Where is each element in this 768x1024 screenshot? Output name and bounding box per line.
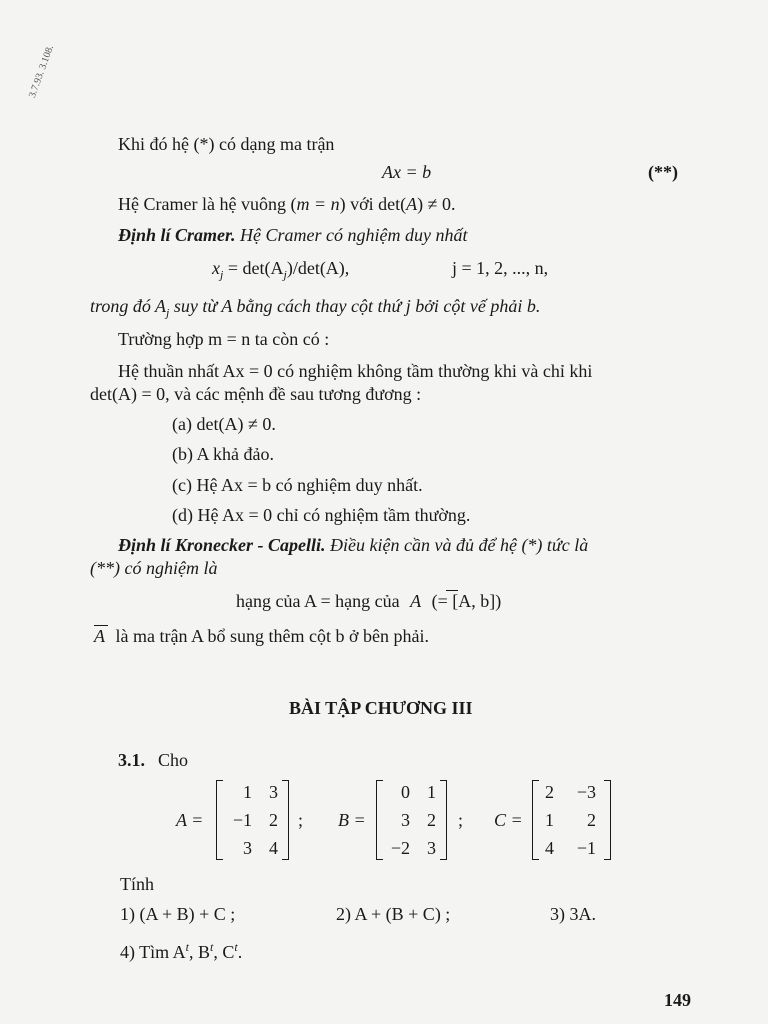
matrix-a-cell: 3 (269, 782, 278, 802)
exercise-intro: Cho (158, 750, 189, 770)
cramer-def-part3: ) với det( (339, 194, 407, 214)
case-m-n: Trường hợp m = n ta còn có : (118, 329, 330, 349)
formula-sub-j: j (220, 267, 224, 282)
statement-a: (a) det(A) ≠ 0. (172, 414, 276, 434)
matrix-c-cell: 4 (545, 838, 554, 858)
matrix-c-cell: −1 (576, 838, 596, 858)
cramer-definition (118, 194, 455, 215)
statement-d: (d) Hệ Ax = 0 chỉ có nghiệm tầm thường. (172, 505, 471, 525)
cramer-theorem-body: Hệ Cramer có nghiệm duy nhất (235, 225, 468, 245)
cramer-def-part1: Hệ Cramer là hệ vuông ( (118, 194, 297, 214)
matrix-c-label: C = (494, 810, 523, 830)
formula-x: x (212, 258, 220, 278)
cramer-def-part5: ) ≠ 0. (417, 194, 456, 214)
matrix-c-cell: 1 (545, 810, 554, 830)
library-stamp: 3.7.93. 3.108. (26, 43, 57, 100)
question-2: 2) A + (B + C) ; (336, 904, 451, 924)
cramer-range: j = 1, 2, ..., n, (452, 258, 549, 278)
homogeneous-line2: det(A) = 0, và các mệnh đề sau tương đương : (90, 384, 422, 404)
section-title: BÀI TẬP CHƯƠNG III (289, 698, 473, 718)
matrix-a-cell: 4 (269, 838, 278, 858)
formula-sub-j2: j (283, 267, 287, 282)
matrix-a-label: A = (176, 810, 204, 830)
matrix-b-cell: 3 (427, 838, 436, 858)
compute-label: Tính (120, 874, 154, 894)
homogeneous-line1: Hệ thuần nhất Ax = 0 có nghiệm không tầm thường khi và chỉ khi (118, 361, 593, 381)
cramer-note-start: trong đó A (90, 296, 167, 316)
matrix-b-right-bracket (440, 780, 447, 860)
matrix-b-cell: 2 (427, 810, 436, 830)
matrix-b-label: B = (338, 810, 366, 830)
rank-equation (236, 591, 501, 612)
matrix-b-cell: 0 (401, 782, 410, 802)
question-4-c: , C (213, 942, 235, 962)
question-4-start: 4) Tìm A (120, 942, 186, 962)
matrix-c-right-bracket (604, 780, 611, 860)
cramer-def-part4: A (406, 194, 418, 214)
question-1: 1) (A + B) + C ; (120, 904, 236, 924)
separator-2: ; (458, 810, 464, 830)
separator-1: ; (298, 810, 304, 830)
question-4-b: , B (189, 942, 211, 962)
equation-tag: (**) (648, 162, 678, 182)
cramer-note (90, 296, 540, 321)
kronecker-body: Điều kiện cần và đủ để hệ (*) tức là (325, 535, 589, 555)
equation-ax-b: Ax = b (382, 162, 432, 182)
matrix-a-cell: 3 (243, 838, 252, 858)
question-4 (120, 940, 242, 963)
text-line-1: Khi đó hệ (*) có dạng ma trận (118, 134, 335, 154)
abar-overline-2 (94, 625, 108, 626)
matrix-b-cell: −2 (390, 838, 410, 858)
page-number: 149 (664, 990, 691, 1010)
exercise-number: 3.1. (118, 750, 145, 770)
formula-det: = det(A (223, 258, 284, 278)
matrix-a-left-bracket (216, 780, 223, 860)
cramer-theorem-title: Định lí Cramer. (118, 225, 236, 245)
abar-overline-1 (446, 590, 458, 591)
question-4-sup-b: t (210, 940, 214, 954)
matrix-a-cell: −1 (232, 810, 252, 830)
matrix-c-cell: 2 (545, 782, 554, 802)
question-3: 3) 3A. (550, 904, 596, 924)
abar-explanation (94, 626, 429, 647)
rank-text: hạng của A = hạng của (236, 591, 400, 611)
rank-abar: A (410, 591, 422, 611)
abar-text: là ma trận A bổ sung thêm cột b ở bên phải. (115, 626, 429, 646)
abar-symbol: A (94, 626, 105, 646)
cramer-note-sub: j (166, 305, 170, 320)
matrix-b-cell: 3 (401, 810, 410, 830)
statement-b: (b) A khả đảo. (172, 444, 274, 464)
matrix-c-cell: 2 (587, 810, 596, 830)
matrix-a-right-bracket (282, 780, 289, 860)
question-4-sup-a: t (185, 940, 190, 954)
kronecker-theorem (118, 535, 588, 556)
kronecker-title: Định lí Kronecker - Capelli. (118, 535, 326, 555)
cramer-def-part2: m = n (296, 194, 340, 214)
statement-c: (c) Hệ Ax = b có nghiệm duy nhất. (172, 475, 423, 495)
kronecker-body-2: (**) có nghiệm là (90, 558, 218, 578)
matrix-a-cell: 1 (243, 782, 252, 802)
matrix-c-cell: −3 (576, 782, 596, 802)
cramer-formula (212, 258, 349, 283)
question-4-end: . (237, 942, 243, 962)
matrix-a-cell: 2 (269, 810, 278, 830)
cramer-note-rest: suy từ A bằng cách thay cột thứ j bởi cột vế phải b. (169, 296, 541, 316)
cramer-theorem (118, 225, 468, 246)
matrix-b-cell: 1 (427, 782, 436, 802)
rank-abar-def: (= [A, b]) (431, 591, 502, 611)
formula-end: )/det(A), (286, 258, 350, 278)
question-4-sup-c: t (234, 940, 238, 954)
